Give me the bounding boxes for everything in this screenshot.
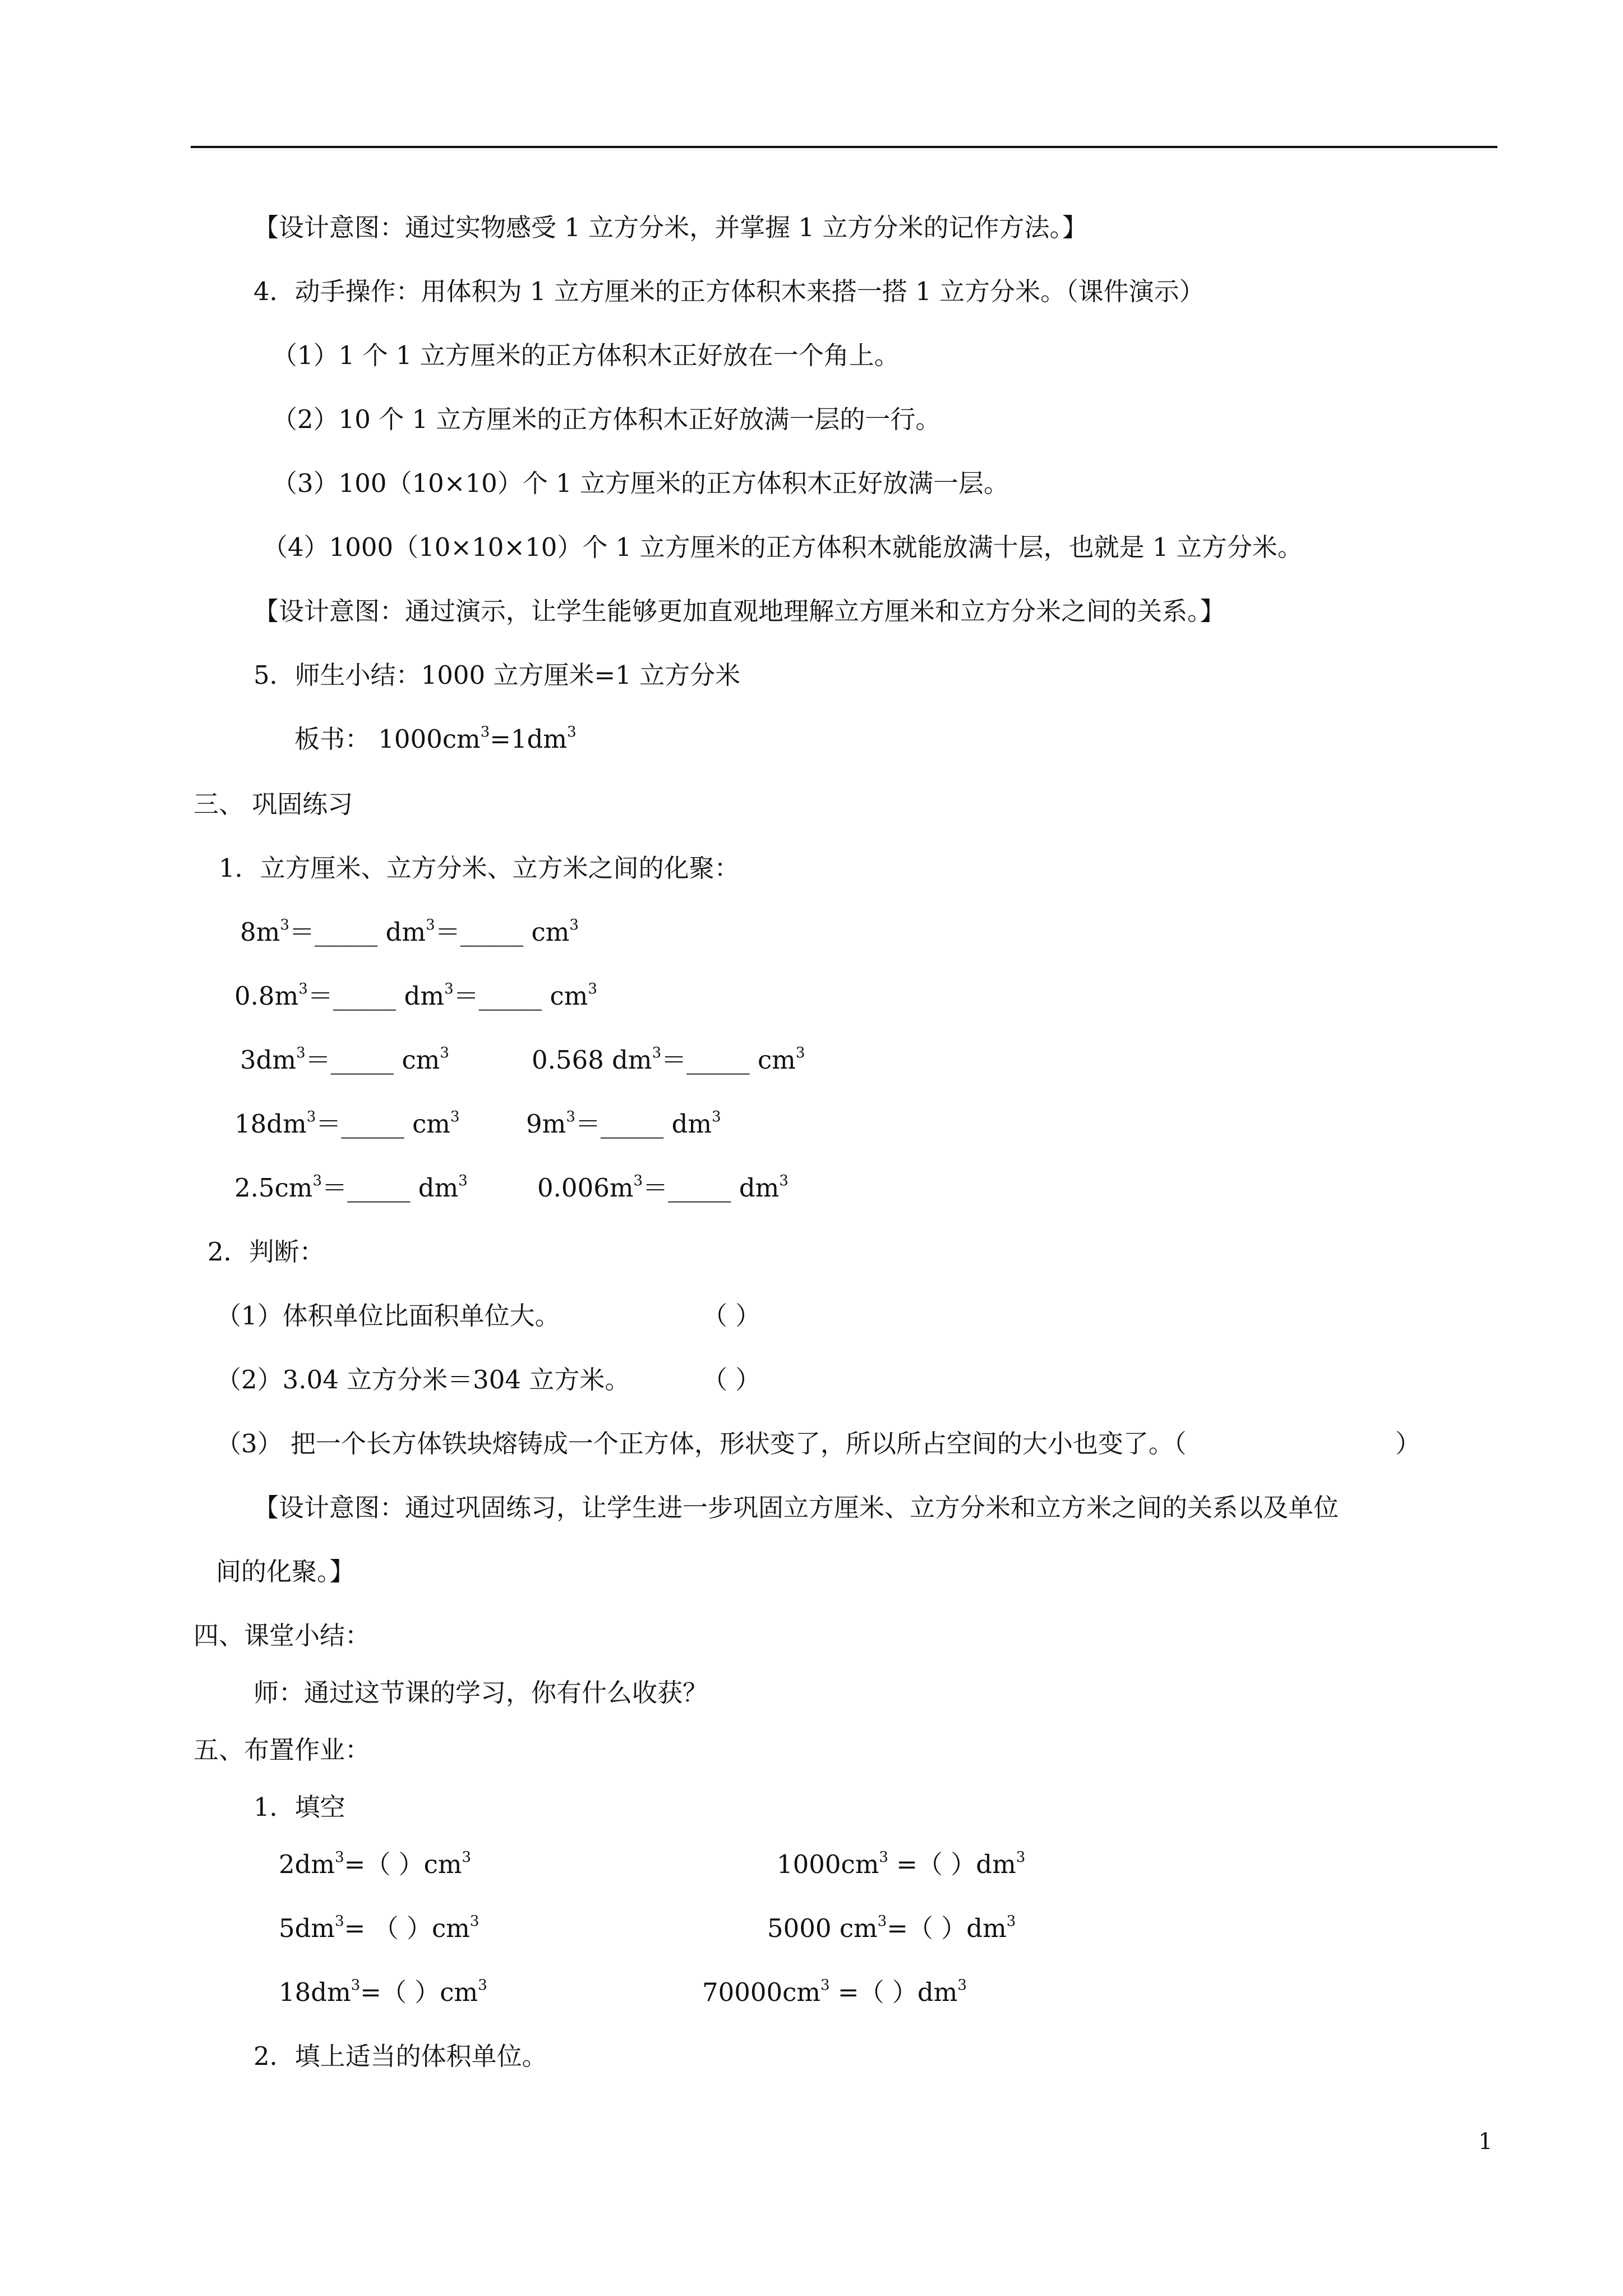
section-3-heading: 三、 巩固练习 — [193, 789, 353, 819]
step-4-item-2: （2）10 个 1 立方厘米的正方体积木正好放满一层的一行。 — [272, 404, 941, 434]
judgment-3: （3） 把一个长方体铁块熔铸成一个正方体，形状变了，所以所占空间的大小也变了。（ — [216, 1429, 1187, 1458]
conversion-row-5-right: $0.006m^3=\_\_\_\_\_$ $dm^3$ — [537, 1172, 789, 1203]
judgment-2: （2）3.04 立方分米＝304 立方米。 — [216, 1365, 630, 1395]
header-rule — [191, 146, 1497, 148]
design-intent-1: 【设计意图：通过实物感受 1 立方分米，并掌握 1 立方分米的记作方法。】 — [253, 213, 1087, 242]
design-intent-2: 【设计意图：通过演示，让学生能够更加直观地理解立方厘米和立方分米之间的关系。】 — [253, 596, 1225, 626]
design-intent-3-cont: 间的化聚。】 — [216, 1557, 355, 1586]
conversion-row-4-left: $18dm^3=\_\_\_\_\_$ $cm^3$ — [234, 1108, 460, 1139]
step-4-item-4: （4）1000（10×10×10）个 1 立方厘米的正方体积木就能放满十层，也就是 1 立方分米。 — [262, 532, 1303, 562]
board-writing: 板书： $1000cm^3=1dm^3$ — [294, 724, 577, 754]
judgment-1: （1）体积单位比面积单位大。 — [216, 1301, 560, 1331]
conversion-row-1: $8m^3=\_\_\_\_\_$ $dm^3=\_\_\_\_\_$ $cm^3$ — [240, 917, 579, 947]
conversion-row-4-right: $9m^3=\_\_\_\_\_$ $dm^3$ — [526, 1108, 721, 1139]
exercise-1-title: 1．立方厘米、立方分米、立方米之间的化聚： — [219, 853, 740, 883]
homework-row-1-right: $1000cm^3$ =（ ）$dm^3$ — [777, 1849, 1026, 1879]
conversion-row-2: $0.8m^3=\_\_\_\_\_$ $dm^3=\_\_\_\_\_$ $cm^3$ — [234, 981, 597, 1011]
page-number: 1 — [1478, 2129, 1493, 2155]
homework-row-2-right: 5000 $cm^3=$（ ）$dm^3$ — [767, 1913, 1016, 1943]
homework-1-title: 1．填空 — [253, 1792, 345, 1822]
step-4-item-3: （3）100（10×10）个 1 立方厘米的正方体积木正好放满一层。 — [272, 468, 1009, 498]
design-intent-3: 【设计意图：通过巩固练习，让学生进一步巩固立方厘米、立方分米和立方米之间的关系以及单位 — [253, 1493, 1339, 1522]
homework-row-2-left: $5dm^3=$ （ ）$cm^3$ — [279, 1913, 479, 1943]
step-5-summary: 5．师生小结：1000 立方厘米=1 立方分米 — [253, 660, 741, 690]
homework-row-1-left: $2dm^3=$（ ）$cm^3$ — [279, 1849, 472, 1879]
step-4-item-1: （1）1 个 1 立方厘米的正方体积木正好放在一个角上。 — [272, 341, 900, 370]
homework-row-3-left: $18dm^3=$（ ）$cm^3$ — [279, 1977, 487, 2007]
exercise-2-title: 2．判断： — [208, 1237, 325, 1267]
section-4-heading: 四、课堂小结： — [193, 1621, 371, 1650]
conversion-row-3-right: 0.568 $dm^3=\_\_\_\_\_$ $cm^3$ — [532, 1045, 805, 1075]
judgment-1-answer-bracket: （ ） — [702, 1301, 761, 1331]
step-4-hands-on: 4．动手操作：用体积为 1 立方厘米的正方体积木来搭一搭 1 立方分米。（课件演示） — [253, 277, 1205, 306]
homework-row-3-right: $70000cm^3$ =（ ）$dm^3$ — [702, 1977, 967, 2007]
judgment-3-close-bracket: ） — [1395, 1429, 1421, 1458]
judgment-2-answer-bracket: （ ） — [702, 1365, 761, 1395]
homework-2-title: 2．填上适当的体积单位。 — [253, 2041, 547, 2071]
conversion-row-5-left: $2.5cm^3=\_\_\_\_\_$ $dm^3$ — [234, 1172, 468, 1203]
teacher-question: 师：通过这节课的学习，你有什么收获？ — [253, 1678, 708, 1708]
conversion-row-3-left: $3dm^3=\_\_\_\_\_$ $cm^3$ — [240, 1045, 449, 1075]
section-5-heading: 五、布置作业： — [193, 1735, 371, 1765]
